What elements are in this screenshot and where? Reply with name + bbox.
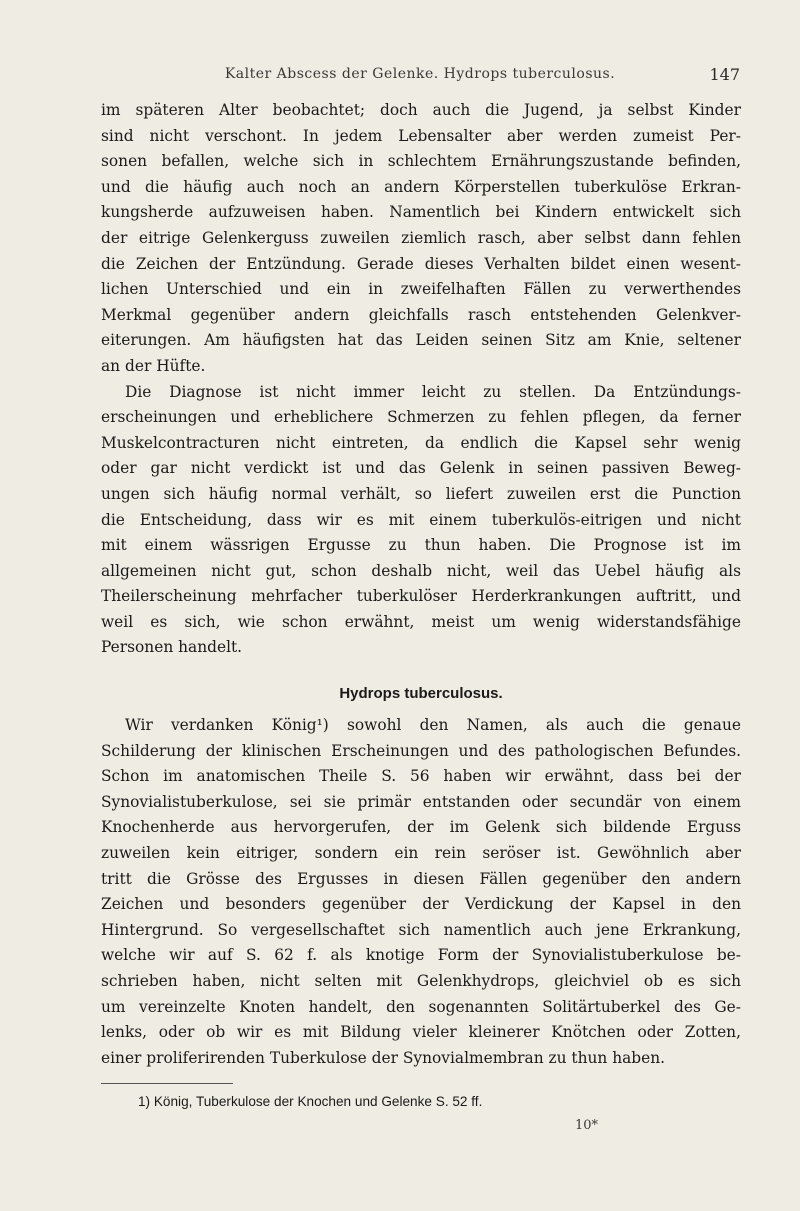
text-line: lichen Unterschied und ein in zweifelhaften Fällen zu verwerthendes <box>101 280 741 299</box>
text-line: allgemeinen nicht gut, schon deshalb nicht, weil das Uebel häufig als <box>101 561 741 580</box>
text-line: Theilerscheinung mehrfacher tuberkulöser Herderkrankungen auftritt, und <box>101 587 741 606</box>
text-line: Personen handelt. <box>101 638 243 657</box>
text-line: Muskelcontracturen nicht eintreten, da endlich die Kapsel sehr wenig <box>101 433 741 452</box>
footnote: 1) König, Tuberkulose der Knochen und Gelenke S. 52 ff. <box>138 1094 483 1109</box>
text-line: lenks, oder ob wir es mit Bildung vieler kleinerer Knötchen oder Zotten, <box>101 1023 741 1042</box>
page-number: 147 <box>709 65 740 84</box>
text-line: Schilderung der klinischen Erscheinungen und des pathologischen Befundes. <box>101 741 741 760</box>
text-line: mit einem wässrigen Ergusse zu thun haben. Die Prognose ist im <box>101 536 741 555</box>
text-line: welche wir auf S. 62 f. als knotige Form der Synovialistuberkulose be- <box>101 946 741 965</box>
text-line: Schon im anatomischen Theile S. 56 haben wir erwähnt, dass bei der <box>101 767 741 786</box>
section-heading: Hydrops tuberculosus. <box>339 685 503 703</box>
text-line: kungsherde aufzuweisen haben. Namentlich bei Kindern entwickelt sich <box>101 203 741 222</box>
running-title: Kalter Abscess der Gelenke. Hydrops tuberculosus. <box>224 66 616 82</box>
text-line: oder gar nicht verdickt ist und das Gelenk in seinen passiven Beweg- <box>101 459 741 478</box>
printer-signature: 10* <box>575 1118 599 1133</box>
text-line: sonen befallen, welche sich in schlechtem Ernährungszustande befinden, <box>101 152 741 171</box>
text-line: schrieben haben, nicht selten mit Gelenkhydrops, gleichviel ob es sich <box>101 972 741 990</box>
text-line: Synovialistuberkulose, sei sie primär entstanden oder secundär von einem <box>101 792 741 811</box>
text-line: und die häufig auch noch an andern Körperstellen tuberkulöse Erkran- <box>101 177 741 196</box>
text-line: Hintergrund. So vergesellschaftet sich namentlich auch jene Erkrankung, <box>101 920 741 939</box>
text-line: erscheinungen und erheblichere Schmerzen zu fehlen pflegen, da ferner <box>101 408 741 427</box>
text-line: Zeichen und besonders gegenüber der Verdickung der Kapsel in den <box>101 895 741 914</box>
text-line: zuweilen kein eitriger, sondern ein rein seröser ist. Gewöhnlich aber <box>101 844 741 863</box>
text-line: Die Diagnose ist nicht immer leicht zu stellen. Da Entzündungs- <box>125 382 741 401</box>
text-line: weil es sich, wie schon erwähnt, meist um wenig widerstandsfähige <box>101 612 741 631</box>
text-line: sind nicht verschont. In jedem Lebensalter aber werden zumeist Per- <box>101 126 741 145</box>
text-line: Knochenherde aus hervorgerufen, der im Gelenk sich bildende Erguss <box>101 818 741 837</box>
running-head <box>100 66 740 86</box>
text-line: um vereinzelte Knoten handelt, den sogenannten Solitärtuberkel des Ge- <box>101 997 741 1016</box>
text-line: der eitrige Gelenkerguss zuweilen ziemlich rasch, aber selbst dann fehlen <box>101 228 741 247</box>
text-line: im späteren Alter beobachtet; doch auch die Jugend, ja selbst Kinder <box>101 101 741 119</box>
text-line: Merkmal gegenüber andern gleichfalls rasch entstehenden Gelenkver- <box>101 305 741 324</box>
text-line: Wir verdanken König¹) sowohl den Namen, als auch die genaue <box>125 716 741 735</box>
footnote-divider <box>101 1083 233 1084</box>
text-line: ungen sich häufig normal verhält, so liefert zuweilen erst die Punction <box>101 484 741 503</box>
text-line: tritt die Grösse des Ergusses in diesen Fällen gegenüber den andern <box>101 869 741 888</box>
text-line: eiterungen. Am häufigsten hat das Leiden seinen Sitz am Knie, seltener <box>101 331 741 350</box>
paragraph-1 <box>101 98 741 380</box>
paragraph-2 <box>101 380 741 662</box>
text-line: an der Hüfte. <box>101 356 206 375</box>
text-line: die Zeichen der Entzündung. Gerade dieses Verhalten bildet einen wesent- <box>101 254 741 273</box>
body-text <box>101 98 741 1071</box>
text-line: einer proliferirenden Tuberkulose der Synovialmembran zu thun haben. <box>101 1048 666 1067</box>
text-line: die Entscheidung, dass wir es mit einem tuberkulös-eitrigen und nicht <box>101 510 741 529</box>
paragraph-3 <box>101 713 741 1071</box>
